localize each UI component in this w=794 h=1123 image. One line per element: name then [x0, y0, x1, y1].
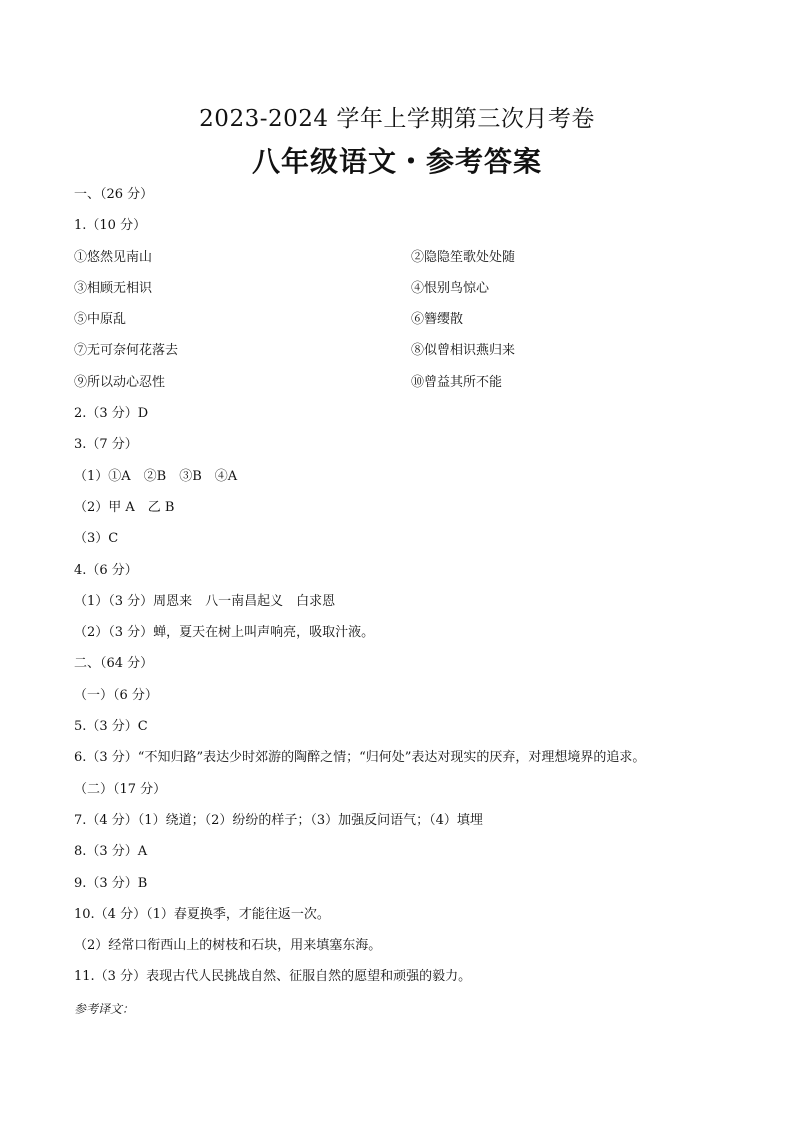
- answer-pair-row: [74, 279, 754, 310]
- answer-item: ⑧似曾相识燕归来: [411, 343, 516, 359]
- answer-line: 6.（3 分）“不知归路”表达少时郊游的陶醉之情；“归何处”表达对现实的厌弃，对理想境界的追求。: [74, 750, 646, 766]
- answer-pair-row: [74, 248, 754, 279]
- answer-item: ⑤中原乱: [74, 312, 127, 328]
- answer-key-title: 八年级语文・参考答案: [251, 145, 542, 178]
- answer-line: （2）经常口衔西山上的树枝和石块，用来填塞东海。: [74, 938, 382, 954]
- answer-line: 3.（7 分）: [74, 437, 138, 453]
- answer-list: [74, 185, 754, 1030]
- answer-pair-row: [74, 373, 754, 404]
- answer-line: （一）（6 分）: [74, 687, 158, 703]
- reference-translation-label: 参考译文：: [74, 1001, 135, 1016]
- exam-title: 2023-2024 学年上学期第三次月考卷: [199, 106, 595, 132]
- section-heading: 二、（64 分）: [74, 656, 154, 672]
- answer-line: （2）甲 A 乙 B: [74, 499, 175, 515]
- answer-line: （2）（3 分）蝉，夏天在树上叫声响亮，吸取汁液。: [74, 625, 375, 641]
- answer-item: ②隐隐笙歌处处随: [411, 249, 516, 265]
- answer-line: 11.（3 分）表现古代人民挑战自然、征服自然的愿望和顽强的毅力。: [74, 969, 472, 985]
- answer-item: ①悠然见南山: [74, 249, 153, 265]
- answer-pair-row: [74, 341, 754, 372]
- answer-line: 7.（4 分）（1）绕道；（2）纷纷的样子；（3）加强反问语气；（4）填埋: [74, 812, 483, 828]
- answer-item: ⑥簪缨散: [411, 312, 464, 328]
- answer-line: 9.（3 分）B: [74, 875, 148, 891]
- answer-pair-row: [74, 310, 754, 341]
- answer-line: （二）（17 分）: [74, 781, 167, 797]
- answer-line: 1.（10 分）: [74, 218, 147, 234]
- answer-item: ⑨所以动心忍性: [74, 374, 166, 390]
- answer-item: ③相顾无相识: [74, 280, 153, 296]
- answer-line: 8.（3 分）A: [74, 844, 148, 860]
- answer-item: ④恨别鸟惊心: [411, 280, 490, 296]
- answer-item: ⑦无可奈何花落去: [74, 343, 179, 359]
- answer-line: 4.（6 分）: [74, 562, 138, 578]
- answer-line: 10.（4 分）（1）春夏换季，才能往返一次。: [74, 906, 330, 922]
- answer-line: 2.（3 分）D: [74, 406, 149, 422]
- answer-line: 5.（3 分）C: [74, 719, 148, 735]
- answer-item: ⑩曾益其所不能: [411, 374, 503, 390]
- answer-line: 一、（26 分）: [74, 187, 154, 202]
- answer-line: （1）（3 分）周恩来 八一南昌起义 白求恩: [74, 593, 336, 609]
- answer-line: （1）①A ②B ③B ④A: [74, 468, 238, 484]
- answer-line: （3）C: [74, 531, 119, 547]
